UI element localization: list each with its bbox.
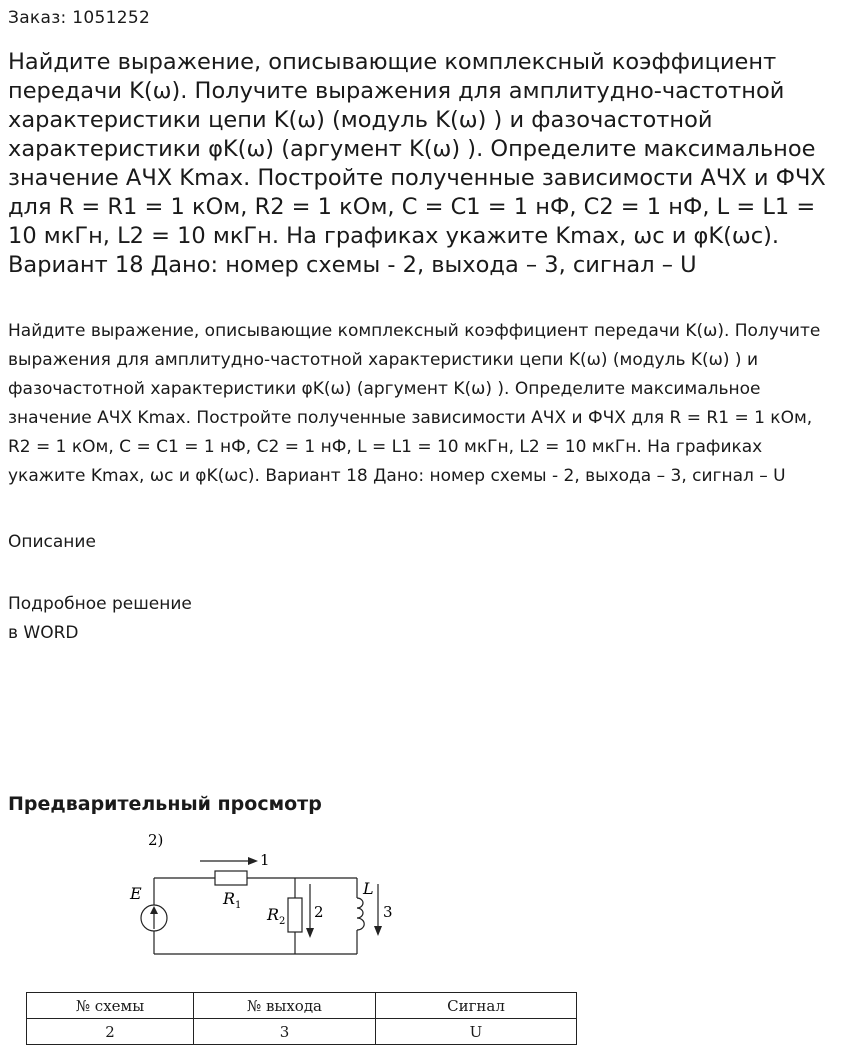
cell-scheme: 2 xyxy=(27,1019,194,1045)
voltage-arrow-3-icon xyxy=(374,884,382,936)
voltage-arrow-2-icon xyxy=(306,884,314,938)
source-label: E xyxy=(130,884,142,903)
table-header-row xyxy=(27,993,577,1019)
header-signal: Сигнал xyxy=(376,993,577,1019)
task-description: Найдите выражение, описывающие комплексный коэффициент передачи K(ω). Получите выражения для амплитудно-частотной характеристики цепи K(ω) (модуль K(ω) ) и фазочастотной характеристики φK(ω) (аргумент K(ω) ). Определите максимальное значение АЧХ Kmax. Постройте полученные зависимости АЧХ и ФЧХ для R = R1 = 1 кОм, R2 = 1 кОм, C = C1 = 1 нФ, C2 = 1 нФ, L = L1 = 10 мкГн, L2 = 10 мкГн. На графиках укажите Kmax, ωc и φK(ωc). Вариант 18 Дано: номер схемы - 2, выхода – 3, сигнал – U xyxy=(8,321,821,486)
arrow-3-label: 3 xyxy=(383,903,393,921)
inductor-icon xyxy=(357,898,364,930)
variant-table xyxy=(26,992,577,1045)
solution-note-line2: в WORD xyxy=(8,623,79,643)
inductor-label: L xyxy=(363,879,374,898)
resistor-r1-icon xyxy=(215,871,247,885)
resistor-r2-icon xyxy=(288,898,302,932)
header-output: № выхода xyxy=(194,993,376,1019)
description-label: Описание xyxy=(8,532,96,552)
arrow-1-label: 1 xyxy=(260,851,270,869)
circuit-diagram xyxy=(120,826,410,961)
task-title: Найдите выражение, описывающие комплексный коэффициент передачи K(ω). Получите выражения для амплитудно-частотной характеристики цепи K(ω) (модуль K(ω) ) и фазочастотной характеристики φK(ω) (аргумент K(ω) ). Определите максимальное значение АЧХ Kmax. Постройте полученные зависимости АЧХ и ФЧХ для R = R1 = 1 кОм, R2 = 1 кОм, C = C1 = 1 нФ, C2 = 1 нФ, L = L1 = 10 мкГн, L2 = 10 мкГн. На графиках укажите Kmax, ωc и φK(ωc). Вариант 18 Дано: номер схемы - 2, выхода – 3, сигнал – U xyxy=(8,49,826,278)
r2-label: $R_2$ xyxy=(267,905,286,927)
solution-note-line1: Подробное решение xyxy=(8,594,192,614)
cell-output: 3 xyxy=(194,1019,376,1045)
circuit-wires xyxy=(154,878,357,954)
cell-signal: U xyxy=(376,1019,577,1045)
table-row xyxy=(27,1019,577,1045)
preview-heading: Предварительный просмотр xyxy=(8,793,322,815)
header-scheme: № схемы xyxy=(27,993,194,1019)
r1-label: $R_1$ xyxy=(223,889,242,911)
arrow-2-label: 2 xyxy=(314,903,324,921)
scheme-label: 2) xyxy=(148,831,164,849)
voltage-source-icon xyxy=(141,905,167,931)
order-number: Заказ: 1051252 xyxy=(8,8,151,28)
current-arrow-1-icon xyxy=(200,857,258,865)
